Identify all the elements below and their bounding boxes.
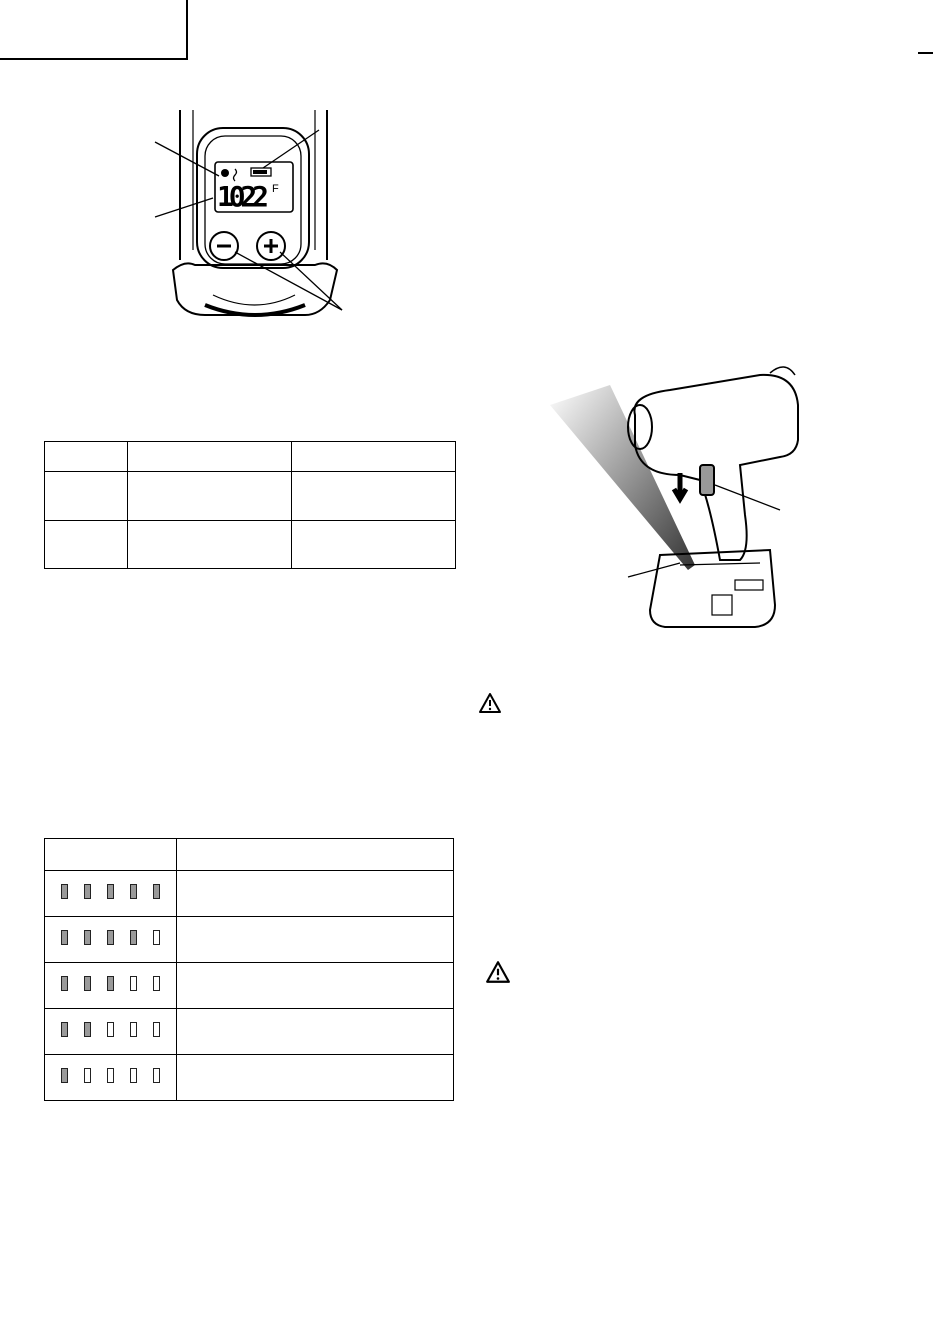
battery-icon xyxy=(251,168,271,176)
battery-segment-on xyxy=(130,884,137,899)
table-row xyxy=(45,1055,454,1101)
table-cell xyxy=(128,442,292,472)
battery-segment-off xyxy=(153,930,160,945)
battery-segment-off xyxy=(84,1068,91,1083)
battery-segment-on xyxy=(107,976,114,991)
table-cell xyxy=(45,442,128,472)
battery-segment-off xyxy=(107,1022,114,1037)
battery-segment-off xyxy=(153,1022,160,1037)
control-panel-illustration xyxy=(145,100,365,330)
battery-segment-on xyxy=(84,930,91,945)
light-beam xyxy=(550,385,695,570)
battery-segment-off xyxy=(130,1068,137,1083)
warning-icon xyxy=(478,692,502,714)
battery-segment-on xyxy=(153,884,160,899)
battery-level-indicator xyxy=(45,1009,177,1055)
table-row xyxy=(45,917,454,963)
battery-segment-on xyxy=(61,976,68,991)
fan-icon xyxy=(221,169,229,177)
table-cell xyxy=(177,917,454,963)
battery-segment-off xyxy=(130,1022,137,1037)
battery-segment-on xyxy=(61,884,68,899)
lcd-temperature: 1022 xyxy=(217,180,269,213)
callout-lines xyxy=(155,130,342,310)
battery-segment-on xyxy=(84,1022,91,1037)
lcd-unit: F xyxy=(272,183,279,195)
table-header-cell xyxy=(45,839,177,871)
battery-level-indicator xyxy=(45,963,177,1009)
crop-mark xyxy=(918,52,933,54)
table-cell xyxy=(292,472,456,521)
battery-segment-on xyxy=(84,884,91,899)
battery-segment-on xyxy=(61,930,68,945)
table-cell xyxy=(177,963,454,1009)
table-cell xyxy=(128,521,292,569)
table-cell xyxy=(292,521,456,569)
table-cell xyxy=(45,521,128,569)
heat-gun-illustration xyxy=(540,365,810,655)
battery-segment-off xyxy=(130,976,137,991)
table-row xyxy=(45,963,454,1009)
table-row xyxy=(45,1009,454,1055)
page-header-box xyxy=(0,0,188,60)
battery-level-indicator xyxy=(45,917,177,963)
table-cell xyxy=(177,871,454,917)
battery-segment-on xyxy=(107,930,114,945)
plus-button-icon xyxy=(264,239,278,253)
battery-level-indicator xyxy=(45,1055,177,1101)
table-row xyxy=(45,871,454,917)
battery-segment-on xyxy=(61,1068,68,1083)
table-cell xyxy=(128,472,292,521)
table-cell xyxy=(177,1009,454,1055)
battery-segment-off xyxy=(107,1068,114,1083)
table-cell xyxy=(45,472,128,521)
battery-segment-on xyxy=(130,930,137,945)
battery-level-indicator xyxy=(45,871,177,917)
battery-table xyxy=(44,838,454,1101)
table-header-cell xyxy=(177,839,454,871)
table-cell xyxy=(177,1055,454,1101)
warning-icon xyxy=(485,960,511,984)
battery-segment-off xyxy=(153,976,160,991)
battery-segment-on xyxy=(84,976,91,991)
battery-segment-on xyxy=(107,884,114,899)
table-cell xyxy=(292,442,456,472)
mode-table xyxy=(44,441,456,569)
battery-segment-off xyxy=(153,1068,160,1083)
battery-segment-on xyxy=(61,1022,68,1037)
